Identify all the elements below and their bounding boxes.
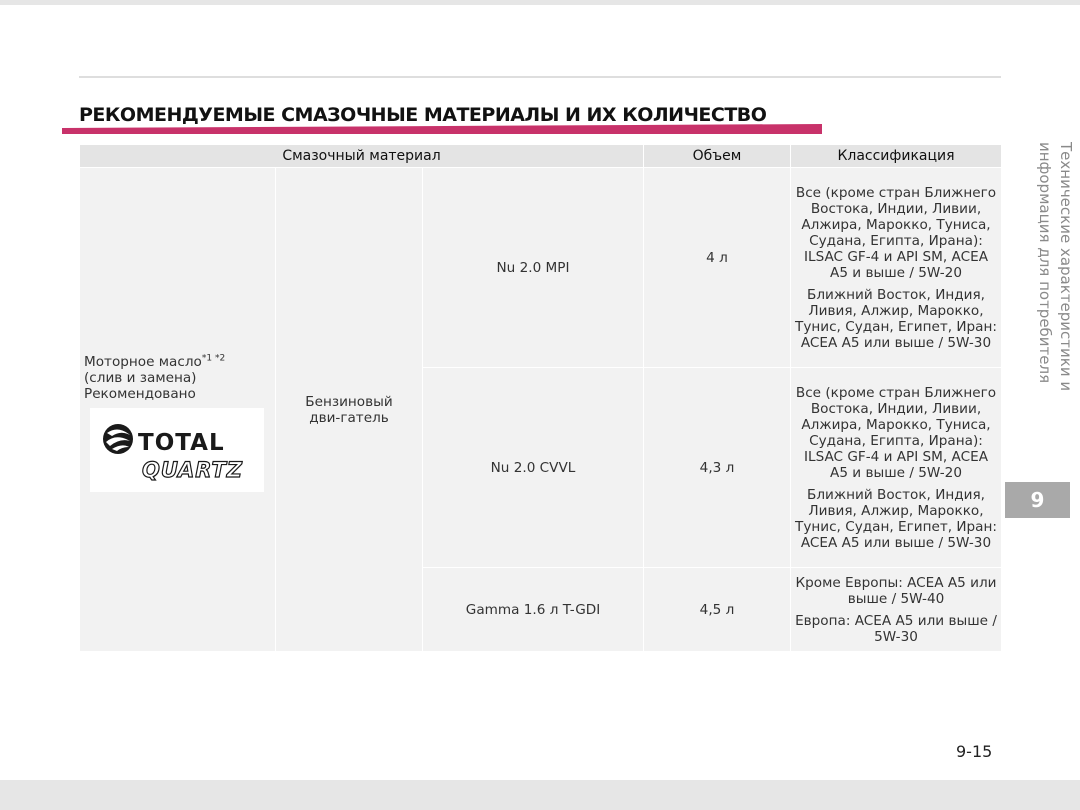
top-border [0,0,1080,5]
logo-total-text: TOTAL [138,429,225,456]
classification-cell [791,168,1002,368]
oil-type-cell [80,168,276,652]
column-header-lubricant: Смазочный материал [80,145,644,168]
classification-text: Ближний Восток, Индия, Ливия, Алжир, Марокко, Тунис, Судан, Египет, Иран: ACEA A5 или выше / 5W-30 [795,286,997,351]
table-header-row [80,145,1002,168]
engine-model-cell: Gamma 1.6 л T-GDI [423,568,644,652]
column-header-classification: Классификация [791,145,1002,168]
oil-note: (слив и замена) [84,369,197,386]
logo-quartz-text: QUARTZ [142,457,243,482]
total-logo-icon [90,408,264,492]
lubricants-table [79,144,1002,652]
engine-model-cell: Nu 2.0 CVVL [423,368,644,568]
total-quartz-logo [90,408,264,492]
engine-type-label: Бензиновый дви-гатель [305,393,393,426]
classification-cell [791,368,1002,568]
oil-footnotes: *1 *2 [201,352,226,363]
oil-name: Моторное масло [84,353,202,370]
header-rule [79,76,1001,78]
classification-text: Европа: ACEA A5 или выше / 5W-30 [795,612,997,645]
page-number: 9-15 [956,742,993,761]
bottom-border [0,780,1080,810]
volume-cell: 4,3 л [644,368,791,568]
engine-type-cell [276,168,423,652]
classification-text: Кроме Европы: ACEA A5 или выше / 5W-40 [795,574,997,607]
page-title: РЕКОМЕНДУЕМЫЕ СМАЗОЧНЫЕ МАТЕРИАЛЫ И ИХ КОЛИЧЕСТВО [79,104,767,126]
classification-text: Все (кроме стран Ближнего Востока, Индии, Ливии, Алжира, Марокко, Туниса, Судана, Египта, Ирана): ILSAC GF-4 и API SM, ACEA A5 и выше / 5W-20 [795,184,997,281]
volume-cell: 4,5 л [644,568,791,652]
chapter-tab[interactable]: 9 [1005,482,1070,518]
column-header-volume: Объем [644,145,791,168]
engine-model-cell: Nu 2.0 MPI [423,168,644,368]
classification-text: Все (кроме стран Ближнего Востока, Индии, Ливии, Алжира, Марокко, Туниса, Судана, Египта, Ирана): ILSAC GF-4 и API SM, ACEA A5 и выше / 5W-20 [795,384,997,481]
volume-cell: 4 л [644,168,791,368]
table-row [80,168,1002,368]
oil-recommended-label: Рекомендовано [84,385,196,402]
section-side-title: Технические характеристики и информация для потребителя [1036,142,1075,392]
classification-text: Ближний Восток, Индия, Ливия, Алжир, Марокко, Тунис, Судан, Египет, Иран: ACEA A5 или выше / 5W-30 [795,486,997,551]
classification-cell [791,568,1002,652]
